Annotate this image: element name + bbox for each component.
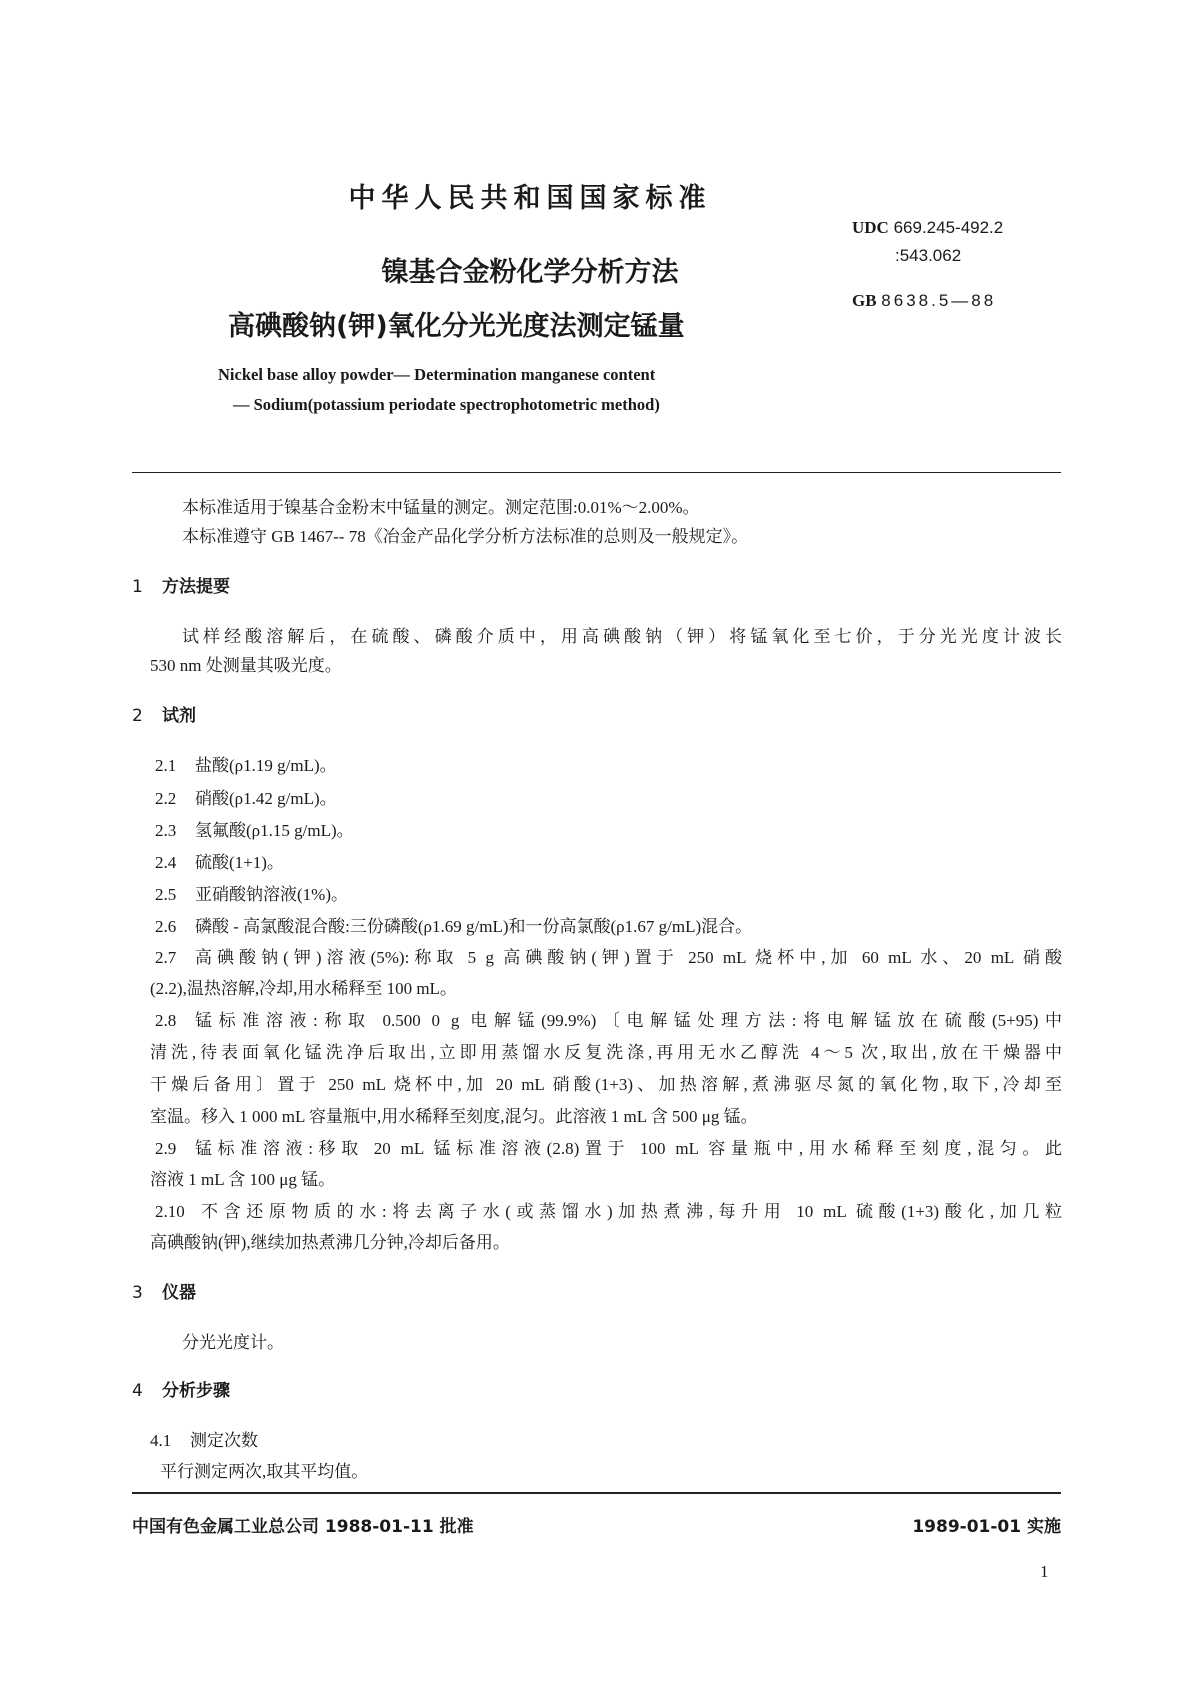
reagent-2-8-cont: 干燥后备用〕置于 250 mL 烧杯中,加 20 mL 硝酸(1+3)、加热溶解,煮沸驱尽氮的氧化物,取下,冷却至 [150,1075,1062,1094]
section-3-heading: 3 仪器 [132,1283,196,1303]
implementation-date: 1989-01-01 实施 [912,1517,1061,1537]
gb-number: GB 8638.5—88 [852,291,997,310]
reagent-2-9-cont: 溶液 1 mL 含 100 μg 锰。 [150,1170,336,1189]
approval-info: 中国有色金属工业总公司 1988-01-11 批准 [132,1517,474,1537]
reagent-2-8: 2.8 锰标准溶液:称取 0.500 0 g 电解锰(99.9%)〔电解锰处理方法:将电解锰放在硫酸(5+95)中 [155,1011,1062,1030]
udc-code-line2: :543.062 [895,246,962,265]
reagent-2-6: 2.6 磷酸 - 高氯酸混合酸:三份磷酸(ρ1.69 g/mL)和一份高氯酸(ρ1.67 g/mL)混合。 [155,917,753,936]
english-title-line2: — Sodium(potassium periodate spectrophotometric method) [233,395,660,414]
english-title-line1: Nickel base alloy powder— Determination manganese content [218,365,656,384]
reagent-2-9: 2.9 锰标准溶液:移取 20 mL 锰标准溶液(2.8)置于 100 mL 容量瓶中,用水稀释至刻度,混匀。此 [155,1139,1062,1158]
section-1-heading: 1 方法提要 [132,577,230,597]
section-3-text: 分光光度计。 [182,1333,284,1352]
reagent-2-8-cont: 室温。移入 1 000 mL 容量瓶中,用水稀释至刻度,混匀。此溶液 1 mL 含 500 μg 锰。 [150,1107,758,1126]
reagent-2-2: 2.2 硝酸(ρ1.42 g/mL)。 [155,789,337,808]
document-title-line2: 高碘酸钠(钾)氧化分光光度法测定锰量 [228,311,685,342]
section-2-heading: 2 试剂 [132,706,196,726]
header-divider [132,472,1061,473]
section-4-heading: 4 分析步骤 [132,1381,230,1401]
subsection-4-1-heading: 4.1 测定次数 [150,1431,258,1450]
udc-code: UDC 669.245-492.2 [852,218,1004,237]
document-title-line1: 镍基合金粉化学分析方法 [381,257,679,288]
reagent-2-7-cont: (2.2),温热溶解,冷却,用水稀释至 100 mL。 [150,979,457,998]
footer-divider [132,1492,1061,1494]
subsection-4-1-text: 平行测定两次,取其平均值。 [160,1462,369,1481]
reagent-2-3: 2.3 氢氟酸(ρ1.15 g/mL)。 [155,821,354,840]
reagent-2-10: 2.10 不含还原物质的水:将去离子水(或蒸馏水)加热煮沸,每升用 10 mL 硫酸(1+3)酸化,加几粒 [155,1202,1062,1221]
reagent-2-8-cont: 清洗,待表面氧化锰洗净后取出,立即用蒸馏水反复洗涤,再用无水乙醇洗 4～5 次,取出,放在干燥器中 [150,1043,1062,1062]
reagent-2-10-cont: 高碘酸钠(钾),继续加热煮沸几分钟,冷却后备用。 [150,1233,510,1252]
intro-compliance: 本标准遵守 GB 1467-- 78《冶金产品化学分析方法标准的总则及一般规定》。 [182,527,749,546]
reagent-2-1: 2.1 盐酸(ρ1.19 g/mL)。 [155,756,337,775]
reagent-2-4: 2.4 硫酸(1+1)。 [155,853,284,872]
reagent-2-5: 2.5 亚硝酸钠溶液(1%)。 [155,885,348,904]
section-1-text: 530 nm 处测量其吸光度。 [150,656,342,675]
national-standard-heading: 中华人民共和国国家标准 [348,183,712,214]
page-number: 1 [1040,1562,1049,1581]
intro-scope: 本标准适用于镍基合金粉末中锰量的测定。测定范围:0.01%～2.00%。 [182,498,700,517]
reagent-2-7: 2.7 高碘酸钠(钾)溶液(5%):称取 5 g 高碘酸钠(钾)置于 250 mL 烧杯中,加 60 mL 水、20 mL 硝酸 [155,948,1062,967]
section-1-text: 试样经酸溶解后，在硫酸、磷酸介质中，用高碘酸钠（钾）将锰氧化至七价，于分光光度计波长 [182,627,1062,646]
